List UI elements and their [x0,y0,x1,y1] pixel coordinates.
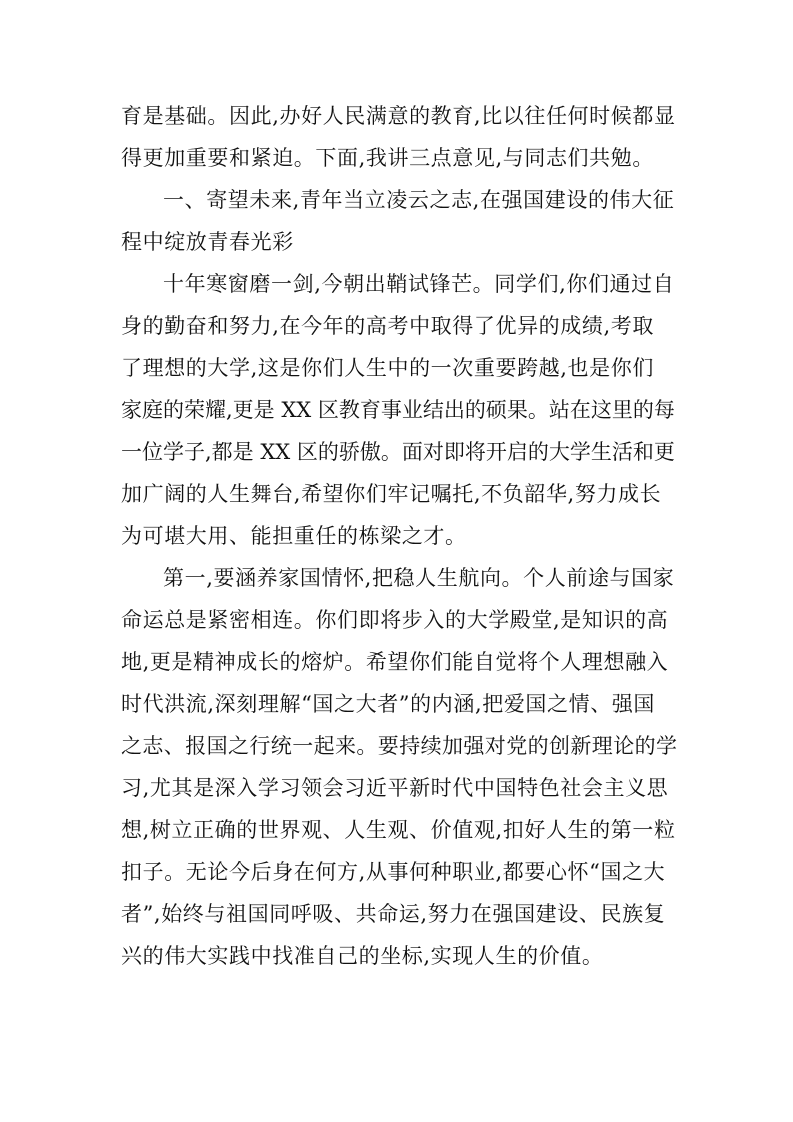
section-heading: 一、寄望未来,青年当立凌云之志,在强国建设的伟大征 [163,188,675,212]
text-line: 时代洪流,深刻理解“国之大者”的内涵,把爱国之情、强国 [121,692,656,716]
text-line: 身的勤奋和努力,在今年的高考中取得了优异的成绩,考取 [121,314,654,338]
text-line: 兴的伟大实践中找准自己的坐标,实现人生的价值。 [121,944,604,968]
text-line: 家庭的荣耀,更是 XX 区教育事业结出的硕果。站在这里的每 [121,398,675,422]
text-line: 习,尤其是深入学习领会习近平新时代中国特色社会主义思 [121,776,669,800]
text-line: 了理想的大学,这是你们人生中的一次重要跨越,也是你们 [121,356,654,380]
text-line: 地,更是精神成长的熔炉。希望你们能自觉将个人理想融入 [121,650,669,674]
text-line: 者”,始终与祖国同呼吸、共命运,努力在强国建设、民族复 [121,902,666,926]
text-line: 十年寒窗磨一剑,今朝出鞘试锋芒。同学们,你们通过自 [163,272,675,296]
text-line: 加广阔的人生舞台,希望你们牢记嘱托,不负韶华,努力成长 [121,482,662,506]
text-line: 之志、报国之行统一起来。要持续加强对党的创新理论的学 [121,734,678,758]
text-line: 第一,要涵养家国情怀,把稳人生航向。个人前途与国家 [163,566,675,590]
text-line: 一位学子,都是 XX 区的骄傲。面对即将开启的大学生活和更 [121,440,675,464]
text-line: 育是基础。因此,办好人民满意的教育,比以往任何时候都显 [121,104,676,128]
text-line: 为可堪大用、能担重任的栋梁之才。 [121,524,467,548]
text-line: 得更加重要和紧迫。下面,我讲三点意见,与同志们共勉。 [121,146,654,170]
text-line: 扣子。无论今后身在何方,从事何种职业,都要心怀“国之大 [121,860,666,884]
text-line: 命运总是紧密相连。你们即将步入的大学殿堂,是知识的高 [121,608,669,632]
section-heading: 程中绽放青春光彩 [121,230,294,254]
text-line: 想,树立正确的世界观、人生观、价值观,扣好人生的第一粒 [121,818,676,842]
